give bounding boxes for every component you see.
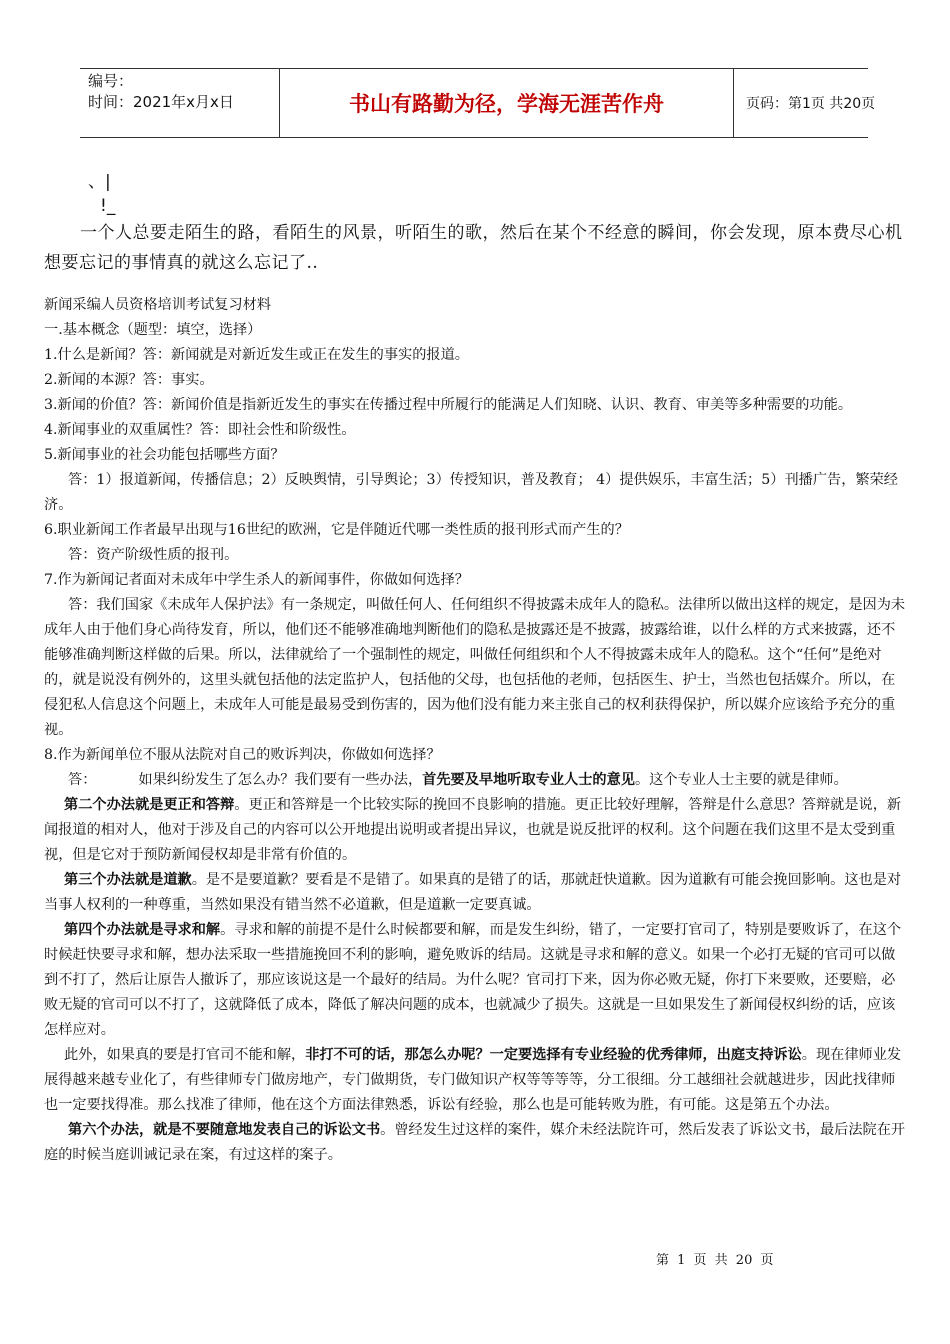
method-6-text: 。曾经发生过这样的案件，媒介未经法院许可，然后发表了诉讼文书，最后法院在开庭的时候当庭训诫记录在案，有过这样的案子。 xyxy=(44,1122,906,1163)
question-3: 3.新闻的价值？答：新闻价值是指新近发生的事实在传播过程中所履行的能满足人们知晓、认识、教育、审美等多种需要的功能。 xyxy=(44,397,853,413)
question-1: 1.什么是新闻？答：新闻就是对新近发生或正在发生的事实的报道。 xyxy=(44,347,469,363)
page-footer: 第 1 页 共 20 页 xyxy=(656,1253,774,1268)
answer-7: 答：我们国家《未成年人保护法》有一条规定，叫做任何人、任何组织不得披露未成年人的隐私。法律所以做出这样的规定，是因为未成年人由于他们身心尚待发育，所以，他们还不能够准确地判断他们的隐私是披露还是不披露，披露给谁，以什么样的方式来披露，还不能够准确判断这样做的后果。所以，法律就给了一个强制性的规定，叫做任何组织和个人不得披露未成年人的隐私。这个“任何”是绝对的，就是说没有例外的，这里头就包括他的法定监护人，包括他的父母，也包括他的老师，包括医生、护士，当然也包括媒介。所以，在侵犯私人信息这个问题上，未成年人可能是最易受到伤害的，因为他们没有能力来主张自己的权利获得保护，所以媒介应该给予充分的重视。 xyxy=(44,597,906,738)
answer-8-prefix: 答： xyxy=(68,772,97,788)
header-page-cell xyxy=(734,69,876,137)
number-label: 编号： xyxy=(88,72,134,90)
page-info: 页码：第1页 共20页 xyxy=(746,96,876,112)
method-4-heading: 第四个办法就是寻求和解 xyxy=(64,922,221,938)
method-2-text: 。更正和答辩是一个比较实际的挽回不良影响的措施。更正比较好理解，答辩是什么意思？答辩就是说，新闻报道的相对人，他对于涉及自己的内容可以公开地提出说明或者提出异议，也就是说反批评的权利。这个问题在我们这里不是太受到重视，但是它对于预防新闻侵权却是非常有价值的。 xyxy=(44,797,902,863)
intro-paragraph: 一个人总要走陌生的路，看陌生的风景，听陌生的歌，然后在某个不经意的瞬间，你会发现，原本费尽心机想要忘记的事情真的就这么忘记了.. xyxy=(44,223,903,273)
question-2: 2.新闻的本源？答：事实。 xyxy=(44,372,214,388)
header-motto-cell xyxy=(280,69,734,137)
motto-text: 书山有路勤为径，学海无涯苦作舟 xyxy=(349,91,664,116)
mark-line-1: 、| xyxy=(88,172,111,192)
method-5-bold: 非打不可的话，那怎么办呢？一定要选择有专业经验的优秀律师，出庭支持诉讼 xyxy=(305,1047,802,1063)
stray-marks xyxy=(88,170,115,218)
method-3-heading: 第三个办法就是道歉 xyxy=(64,872,192,888)
method-3-paragraph xyxy=(44,868,906,918)
method-4-text: 。寻求和解的前提不是什么时候都要和解，而是发生纠纷，错了，一定要打官司了，特别是要败诉了，在这个时候赶快要寻求和解，想办法采取一些措施挽回不利的影响，避免败诉的结局。这就是寻求和解的意义。如果一个必打无疑的官司可以做到不打了，然后让原告人撤诉了，那应该说这是一个最好的结局。为什么呢？官司打下来，因为你必败无疑，你打下来要败，还要赔，必败无疑的官司可以不打了，这就降低了成本，降低了解决问题的成本，也就减少了损失。这就是一旦如果发生了新闻侵权纠纷的话，应该怎样应对。 xyxy=(44,922,902,1038)
method-6-paragraph xyxy=(44,1118,906,1168)
question-4: 4.新闻事业的双重属性？答：即社会性和阶级性。 xyxy=(44,422,356,438)
answer-8 xyxy=(44,768,906,793)
method-5-text-1: 此外，如果真的要是打官司不能和解， xyxy=(64,1047,306,1063)
method-4-paragraph xyxy=(44,918,906,1043)
header-table xyxy=(80,68,876,138)
question-7: 7.作为新闻记者面对未成年中学生杀人的新闻事件，你做如何选择？ xyxy=(44,572,469,588)
method-3-text: 。是不是要道歉？要看是不是错了。如果真的是错了的话，那就赶快道歉。因为道歉有可能会挽回影响。这也是对当事人权利的一种尊重，当然如果没有错当然不必道歉，但是道歉一定要真诚。 xyxy=(44,872,902,913)
method-5-paragraph xyxy=(44,1043,906,1118)
question-6: 6.职业新闻工作者最早出现与16世纪的欧洲，它是伴随近代哪一类性质的报刊形式而产生的？ xyxy=(44,522,629,538)
method-6-heading: 第六个办法，就是不要随意地发表自己的诉讼文书 xyxy=(68,1122,381,1138)
answer-8-text-2: 。这个专业人士主要的就是律师。 xyxy=(634,772,848,788)
time-label: 时间：2021年x月x日 xyxy=(88,93,234,111)
method-2-paragraph xyxy=(44,793,906,868)
section-heading: 一.基本概念（题型：填空，选择） xyxy=(44,322,262,338)
answer-5: 答：1）报道新闻，传播信息；2）反映舆情，引导舆论；3）传授知识，普及教育； 4）提供娱乐，丰富生活；5）刊播广告，繁荣经济。 xyxy=(44,472,898,513)
answer-6: 答：资产阶级性质的报刊。 xyxy=(68,547,239,563)
answer-8-text-1: 如果纠纷发生了怎么办？我们要有一些办法， xyxy=(138,772,423,788)
question-5: 5.新闻事业的社会功能包括哪些方面？ xyxy=(44,447,285,463)
answer-8-bold: 首先要及早地听取专业人士的意见 xyxy=(422,772,635,788)
doc-title: 新闻采编人员资格培训考试复习材料 xyxy=(44,297,272,313)
document-body xyxy=(44,293,906,1168)
header-meta-cell xyxy=(80,69,280,137)
method-2-heading: 第二个办法就是更正和答辩 xyxy=(64,797,235,813)
mark-line-2: !_ xyxy=(100,196,116,216)
question-8: 8.作为新闻单位不服从法院对自己的败诉判决，你做如何选择？ xyxy=(44,747,441,763)
method-5-text-2: 。现在律师业发展得越来越专业化了，有些律师专门做房地产，专门做期货，专门做知识产权等等等等，分工很细。分工越细社会就越进步，因此找律师也一定要找得准。那么找准了律师，他在这个方面法律熟悉，诉讼有经验，那么也是可能转败为胜，有可能。这是第五个办法。 xyxy=(44,1047,902,1113)
